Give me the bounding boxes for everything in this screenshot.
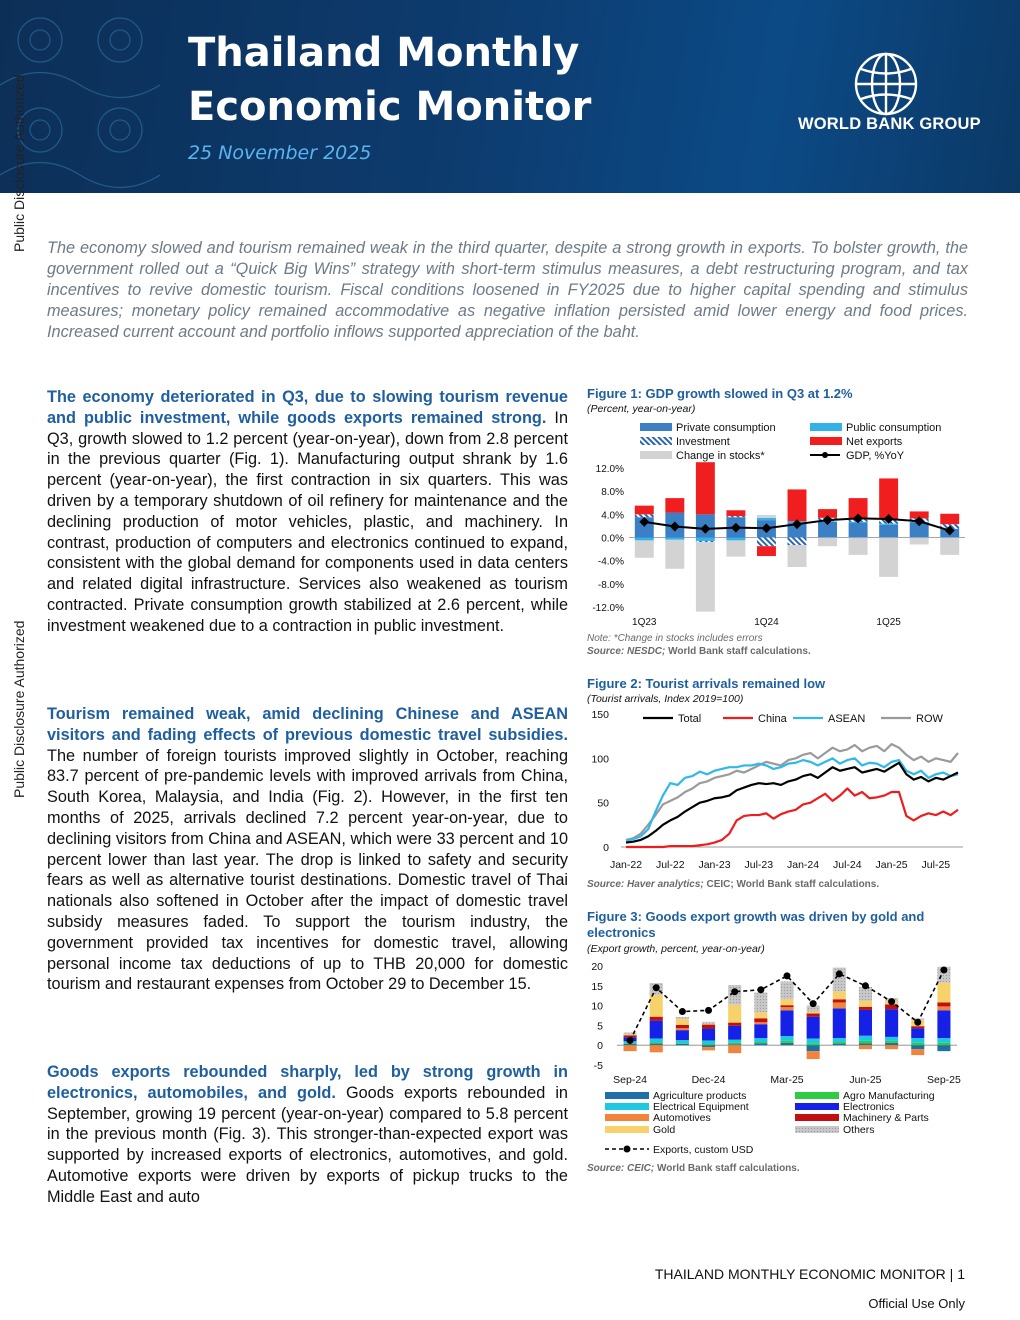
fig3-legend-label: Exports, custom USD: [653, 1144, 754, 1156]
fig1-bar-segment: [788, 538, 807, 546]
fig1-ytick-label: 12.0%: [595, 464, 624, 475]
fig3-bar-segment: [833, 1002, 846, 1008]
fig1-legend-label: Public consumption: [846, 422, 942, 434]
fig3-bar-segment: [728, 1026, 741, 1040]
fig3-exports-marker: [810, 1000, 817, 1007]
fig3-bar-segment: [754, 993, 767, 1013]
fig2-subtitle: (Tourist arrivals, Index 2019=100): [587, 693, 744, 705]
fig3-exports-marker: [653, 984, 660, 991]
fig3-bar-segment: [780, 981, 793, 999]
fig1-note: Note: *Change in stocks includes errors: [587, 633, 763, 644]
fig3-title: Figure 3: Goods export growth was driven by gold and electronics: [587, 909, 925, 940]
fig1-legend-label: Investment: [676, 436, 730, 448]
fig3-bar-segment: [833, 991, 846, 999]
fig1-bar-segment: [696, 541, 715, 542]
fig1-source-label: Source: NESDC;: [587, 646, 666, 657]
world-bank-logo-text: WORLD BANK GROUP: [798, 115, 981, 133]
fig3-bar-segment: [650, 1045, 663, 1052]
fig2-xtick-label: Jan-22: [609, 859, 643, 871]
fig3-bar-segment: [650, 1044, 663, 1046]
fig2-xtick-label: Jul-23: [744, 859, 774, 871]
fig1-bar-segment: [788, 545, 807, 567]
fig1-bar-segment: [849, 523, 868, 537]
side-label-bottom: Public Disclosure Authorized: [11, 620, 27, 798]
header-banner: [0, 0, 1020, 193]
fig3-bar-segment: [937, 1043, 950, 1045]
fig1-xtick-label: 1Q25: [876, 617, 901, 628]
fig3-bar-segment: [754, 1042, 767, 1043]
fig3-bar-segment: [859, 1036, 872, 1041]
fig3-bar-segment: [676, 1019, 689, 1025]
fig3-source-rest: World Bank staff calculations.: [654, 1163, 800, 1174]
fig1-bar-segment: [635, 538, 654, 541]
section-body: Goods exports rebounded in September, growing 19 percent (year-on-year) compared to 5.8 percent in the previous month (Fig. 3). This stronger-than-expected export was supported by increased exports of electronics, automotives, and gold. Automotive exports were driven by exports of pickup trucks to the Middle East and auto: [47, 1083, 568, 1206]
fig3-bar-segment: [911, 1026, 924, 1028]
fig3-bar-segment: [807, 1014, 820, 1017]
fig3-ytick-label: -5: [593, 1060, 603, 1072]
fig2-ytick-label: 100: [591, 753, 609, 766]
fig3-bar-segment: [807, 1045, 820, 1051]
fig2-series-total: [626, 763, 958, 843]
fig3-bar-segment: [859, 1010, 872, 1036]
fig1-subtitle: (Percent, year-on-year): [587, 403, 696, 415]
fig3-bar-segment: [676, 1028, 689, 1030]
fig3-bar-segment: [650, 995, 663, 1017]
fig3-exports-marker: [888, 998, 895, 1005]
fig3-bar-segment: [650, 1017, 663, 1021]
fig2-legend-label: ASEAN: [828, 713, 866, 725]
fig1-bar-segment: [757, 546, 776, 556]
fig3-bar-segment: [885, 1009, 898, 1037]
fig2-ytick-label: 50: [597, 797, 609, 810]
fig1-chart: [585, 416, 970, 628]
fig1-ytick-label: 8.0%: [601, 487, 624, 499]
fig3-bar-segment: [780, 1043, 793, 1045]
fig1-bar-segment: [757, 538, 776, 547]
fig1-title: Figure 1: GDP growth slowed in Q3 at 1.2%: [587, 386, 853, 401]
fig3-exports-marker: [940, 966, 947, 973]
fig2-source-rest: CEIC; World Bank staff calculations.: [703, 879, 880, 890]
fig3-exports-marker: [914, 1019, 921, 1026]
fig3-bar-segment: [937, 1010, 950, 1038]
fig2-source-label: Source: Haver analytics;: [587, 879, 704, 890]
fig1-legend-swatch: [640, 423, 672, 431]
fig2-title: Figure 2: Tourist arrivals remained low: [587, 676, 826, 691]
fig1-bar-segment: [818, 538, 837, 547]
fig3-bar-segment: [676, 1030, 689, 1040]
fig3-bar-segment: [650, 1038, 663, 1042]
fig3-xtick-label: Sep-25: [926, 1074, 961, 1086]
fig3-exports-marker: [784, 972, 791, 979]
fig2-xtick-label: Jan-25: [875, 859, 908, 871]
fig3-bar-segment: [624, 1035, 637, 1036]
fig3-bar-segment: [754, 1038, 767, 1042]
fig3-bar-segment: [702, 1047, 715, 1050]
fig3-bar-segment: [754, 1018, 767, 1022]
fig3-legend-swatch: [605, 1103, 649, 1110]
fig3-xtick-label: Mar-25: [770, 1074, 804, 1086]
fig3-xtick-label: Dec-24: [691, 1074, 726, 1086]
fig3-legend-swatch: [605, 1126, 649, 1133]
fig3-legend-swatch: [795, 1126, 839, 1133]
fig1-bar-segment: [940, 538, 959, 555]
fig2-xtick-label: Jul-25: [921, 859, 951, 871]
fig3-legend-swatch: [795, 1092, 839, 1099]
fig3-bar-segment: [911, 1049, 924, 1055]
fig1-legend-label: Net exports: [846, 436, 903, 448]
fig1-bar-segment: [665, 540, 684, 569]
fig3-legend-marker: [624, 1146, 631, 1153]
fig3-bar-segment: [702, 1044, 715, 1045]
fig3-exports-marker: [679, 1008, 686, 1015]
fig3-exports-marker: [705, 1007, 712, 1014]
fig3-bar-segment: [676, 1040, 689, 1043]
report-date: 25 November 2025: [188, 142, 372, 164]
fig1-bar-segment: [726, 538, 745, 541]
section-economy: [47, 387, 568, 637]
fig3-bar-segment: [780, 1036, 793, 1041]
fig3-ytick-label: 15: [591, 980, 603, 993]
fig3-bar-segment: [702, 1029, 715, 1041]
fig1-xtick-label: 1Q24: [754, 617, 779, 628]
fig3-bar-segment: [702, 1040, 715, 1044]
fig3-bar-segment: [754, 1022, 767, 1024]
fig1-bar-segment: [940, 514, 959, 524]
fig3-bar-segment: [937, 1006, 950, 1010]
fig3-bar-segment: [937, 1002, 950, 1006]
fig1-legend-label: Change in stocks*: [676, 450, 765, 462]
fig3-bar-segment: [859, 1041, 872, 1043]
fig3-chart: [585, 956, 970, 1156]
fig2-xtick-label: Jul-22: [655, 859, 685, 871]
fig3-bar-segment: [728, 1040, 741, 1043]
fig3-bar-segment: [728, 1043, 741, 1045]
fig2-ytick-label: 150: [591, 709, 609, 721]
fig3-legend-label: Machinery & Parts: [843, 1112, 929, 1124]
fig3-bar-segment: [624, 1045, 637, 1051]
fig3-bar-segment: [911, 1043, 924, 1045]
fig3-bar-segment: [754, 1012, 767, 1018]
fig2-ytick-label: 0: [603, 842, 609, 854]
section-body: In Q3, growth slowed to 1.2 percent (year-on-year), down from 2.8 percent in the previous quarter (Fig. 1). Manufacturing output shrank by 1.6 percent (year-on-year), the first contraction in six quarters. This was driven by a temporary shutdown of oil refinery for maintenance and the declining production of motor vehicles, plastic, and machinery. In contrast, production of computers and electronics continued to expand, consistent with the global demand for components used in data centers and related digital infrastructure. Services also weakened as tourism contracted. Private consumption growth stabilized at 2.6 percent, while investment weakened due to a contraction in public investment.: [47, 408, 569, 635]
fig1-legend-label: Private consumption: [676, 422, 776, 434]
fig1-bar-segment: [665, 498, 684, 512]
fig3-bar-segment: [937, 1045, 950, 1051]
fig3-ytick-label: 5: [597, 1020, 603, 1033]
fig2-series-row: [626, 744, 958, 840]
fig3-bar-segment: [807, 1038, 820, 1043]
fig1-legend-swatch: [810, 437, 842, 445]
fig1-xtick-label: 1Q23: [632, 617, 657, 628]
fig1-bar-segment: [726, 540, 745, 556]
section-body: The number of foreign tourists improved slightly in October, reaching 83.7 percent of pre-pandemic levels with improved arrivals from China, South Korea, Malaysia, and India (Fig. 2). However, in the first ten months of 2025, arrivals declined 7.2 percent year-on-year, due to declining visitors from China and ASEAN, which were 33 percent and 10 percent lower than last year. The drop is linked to safety and security fears as well as alternative tourist destinations. Domestic travel of Thai nationals also softened in October after the impact of domestic travel subsidy measures faded. To support the tourism industry, the government provided tax incentives for domestic travel, allowing personal income tax deductions of up to THB 20,000 for domestic tourism and restaurant expenses from October 29 to December 15.: [47, 746, 568, 994]
fig3-legend-label: Others: [843, 1124, 875, 1136]
section-tourism: [47, 704, 568, 995]
fig1-ytick-label: 4.0%: [601, 510, 624, 522]
fig3-legend-swatch: [795, 1114, 839, 1121]
fig3-bar-segment: [676, 1017, 689, 1019]
fig2-xtick-label: Jul-24: [833, 859, 862, 871]
fig1-bar-segment: [726, 510, 745, 516]
fig3-bar-segment: [728, 1045, 741, 1053]
running-footer: THAILAND MONTHLY ECONOMIC MONITOR | 1: [654, 1266, 965, 1282]
fig3-legend-label: Automotives: [653, 1112, 711, 1124]
section-lead: Goods exports rebounded sharply, led by strong growth in electronics, automobiles, and gold.: [47, 1063, 568, 1102]
fig1-bar-segment: [635, 506, 654, 515]
fig3-bar-segment: [833, 1038, 846, 1042]
fig3-bar-segment: [885, 1041, 898, 1043]
fig3-bar-segment: [833, 1008, 846, 1038]
fig1-legend-swatch: [640, 437, 672, 445]
fig1-bar-segment: [665, 538, 684, 540]
fig1-legend-marker: [822, 452, 828, 458]
fig1-bar-segment: [879, 478, 898, 519]
section-lead: Tourism remained weak, amid declining Chinese and ASEAN visitors and fading effects of previous domestic travel subsidies.: [47, 705, 568, 744]
fig3-bar-segment: [728, 1023, 741, 1026]
fig3-bar-segment: [676, 1044, 689, 1045]
fig3-exports-marker: [627, 1037, 634, 1044]
fig2-chart: [585, 706, 970, 874]
fig3-legend-swatch: [605, 1092, 649, 1099]
fig3-legend-label: Electrical Equipment: [653, 1101, 749, 1113]
report-title: [188, 26, 591, 134]
fig3-bar-segment: [807, 1043, 820, 1045]
classification-label: Official Use Only: [868, 1296, 965, 1311]
fig3-bar-segment: [937, 1038, 950, 1043]
fig3-bar-segment: [676, 1025, 689, 1028]
fig3-exports-marker: [836, 970, 843, 977]
fig3-bar-segment: [650, 1021, 663, 1039]
fig3-bar-segment: [780, 1010, 793, 1036]
fig3-bar-segment: [937, 983, 950, 1003]
side-label-top: Public Disclosure Authorized: [11, 74, 27, 252]
fig3-bar-segment: [859, 1007, 872, 1010]
fig2-legend-label: ROW: [916, 713, 943, 725]
fig3-bar-segment: [859, 1045, 872, 1049]
section-lead: The economy deteriorated in Q3, due to slowing tourism revenue and public investment, while goods exports remained strong.: [47, 388, 568, 427]
fig1-bar-segment: [910, 538, 929, 545]
fig1-bar-segment: [635, 540, 654, 557]
decorative-pattern: [0, 0, 180, 193]
abstract: The economy slowed and tourism remained weak in the third quarter, despite a strong growth in exports. To bolster growth, the government rolled out a “Quick Big Wins” strategy with short-term stimulus measures, a debt restructuring program, and tax incentives to revive domestic tourism. Fiscal conditions loosened in FY2025 due to higher capital spending and stimulus measures; monetary policy remained accommodative as negative inflation persisted amid lower energy and food prices. Increased current account and portfolio inflows supported appreciation of the baht.: [47, 239, 968, 341]
fig3-legend-swatch: [795, 1103, 839, 1110]
fig3-ytick-label: 0: [597, 1040, 603, 1053]
fig1-ytick-label: -8.0%: [597, 579, 624, 591]
fig3-subtitle: (Export growth, percent, year-on-year): [587, 943, 765, 955]
fig1-bar-segment: [757, 518, 776, 520]
fig3-bar-segment: [833, 1044, 846, 1046]
fig3-legend-label: Agriculture products: [653, 1090, 747, 1102]
fig3-bar-segment: [702, 1025, 715, 1029]
fig1-bar-segment: [788, 489, 807, 521]
fig3-bar-segment: [780, 1005, 793, 1007]
fig1-ytick-label: -12.0%: [592, 603, 624, 614]
fig1-ytick-label: 0.0%: [601, 533, 624, 545]
fig3-ytick-label: 10: [591, 1000, 603, 1013]
fig3-bar-segment: [807, 1012, 820, 1014]
fig3-bar-segment: [780, 1041, 793, 1043]
fig3-source: [587, 1162, 800, 1175]
title-line-2: Economic Monitor: [188, 84, 592, 130]
fig3-bar-segment: [754, 1043, 767, 1045]
fig3-bar-segment: [676, 1043, 689, 1044]
fig3-legend-label: Gold: [653, 1124, 676, 1136]
fig3-bar-segment: [885, 1045, 898, 1049]
fig3-bar-segment: [859, 1043, 872, 1045]
fig3-bar-segment: [702, 1024, 715, 1025]
fig3-bar-segment: [833, 999, 846, 1002]
fig3-bar-segment: [624, 1044, 637, 1045]
fig3-bar-segment: [807, 1051, 820, 1059]
fig2-source: [587, 878, 879, 891]
fig3-bar-segment: [702, 1045, 715, 1047]
fig1-bar-segment: [696, 462, 715, 514]
fig3-bar-segment: [911, 1028, 924, 1038]
fig2-series-asean: [626, 758, 958, 840]
fig3-legend-swatch: [605, 1114, 649, 1121]
world-bank-globe-icon: [852, 50, 920, 118]
section-exports: [47, 1062, 568, 1208]
fig1-legend-swatch: [640, 451, 672, 459]
fig3-legend-label: Agro Manufacturing: [843, 1090, 935, 1102]
fig3-bar-segment: [911, 1038, 924, 1043]
fig1-bar-segment: [849, 538, 868, 555]
fig1-bar-segment: [757, 515, 776, 518]
fig3-xtick-label: Jun-25: [849, 1074, 882, 1086]
fig3-bar-segment: [728, 1044, 741, 1045]
fig2-xtick-label: Jan-24: [787, 859, 820, 871]
title-line-1: Thailand Monthly: [188, 30, 580, 76]
fig3-bar-segment: [780, 999, 793, 1005]
fig3-legend-label: Electronics: [843, 1101, 895, 1113]
fig1-legend-swatch: [810, 423, 842, 431]
fig1-bar-segment: [879, 538, 898, 577]
fig1-legend-label: GDP, %YoY: [846, 450, 905, 462]
fig2-xtick-label: Jan-23: [698, 859, 731, 871]
fig3-exports-marker: [757, 986, 764, 993]
fig1-bar-segment: [879, 525, 898, 538]
fig3-bar-segment: [754, 1024, 767, 1038]
fig1-ytick-label: -4.0%: [597, 556, 624, 568]
fig3-source-label: Source: CEIC;: [587, 1163, 655, 1174]
fig3-bar-segment: [728, 1005, 741, 1023]
fig3-bar-segment: [780, 1007, 793, 1010]
fig3-bar-segment: [885, 1037, 898, 1041]
fig1-bar-segment: [696, 542, 715, 612]
fig3-bar-segment: [807, 1017, 820, 1039]
fig3-xtick-label: Sep-24: [613, 1074, 648, 1086]
fig1-bar-segment: [726, 516, 745, 517]
fig1-bar-segment: [635, 514, 654, 517]
fig3-exports-marker: [731, 988, 738, 995]
fig3-bar-segment: [702, 1022, 715, 1024]
fig2-legend-label: China: [758, 713, 787, 725]
fig3-bar-segment: [650, 1042, 663, 1043]
fig1-source-rest: World Bank staff calculations.: [665, 646, 811, 657]
fig3-bar-segment: [911, 1045, 924, 1049]
fig3-bar-segment: [833, 1042, 846, 1044]
fig3-ytick-label: 20: [591, 961, 603, 973]
fig3-exports-marker: [862, 982, 869, 989]
fig3-bar-segment: [885, 1043, 898, 1045]
fig3-bar-segment: [859, 1001, 872, 1007]
fig1-bar-segment: [696, 538, 715, 541]
fig2-legend-label: Total: [678, 713, 702, 725]
fig1-source: [587, 645, 811, 658]
